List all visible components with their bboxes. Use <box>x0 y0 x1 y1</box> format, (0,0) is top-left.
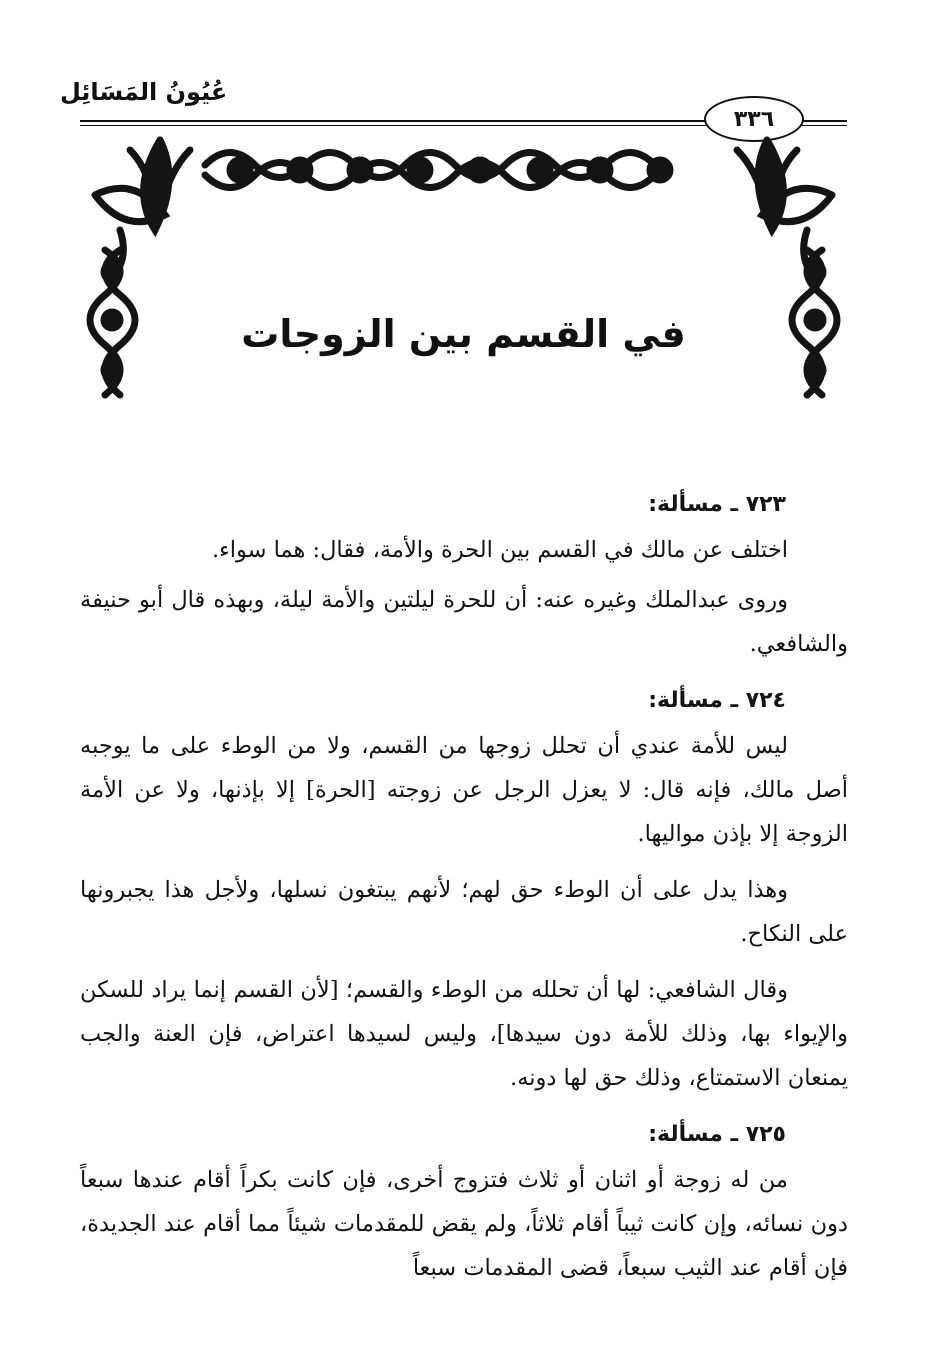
issue-section <box>80 1112 848 1290</box>
issue-section <box>80 482 848 666</box>
paragraph: وهذا يدل على أن الوطء حق لهم؛ لأنهم يبتغون نسلها، ولأجل هذا يجبرونها على النكاح. <box>80 877 848 947</box>
top-scroll-band-icon <box>205 153 670 188</box>
paragraph: ليس للأمة عندي أن تحلل زوجها من القسم، ولا من الوطء على ما يوجبه أصل مالك، فإنه قال: لا يعزل الرجل عن زوجته [الحرة] إلا بإذنها، ولا عن الأمة الزوجة إلا بإذن مواليها. <box>80 733 848 847</box>
issue-heading: ٧٢٤ ـ مسألة: <box>648 688 786 713</box>
paragraph: اختلف عن مالك في القسم بين الحرة والأمة، فقال: هما سواء. <box>212 537 788 563</box>
paragraph: وروى عبدالملك وغيره عنه: أن للحرة ليلتين والأمة ليلة، وبهذه قال أبو حنيفة والشافعي. <box>80 587 848 657</box>
paragraph: من له زوجة أو اثنان أو ثلاث فتزوج أخرى، فإن كانت بكراً أقام عندها سبعاً دون نسائه، وإن كانت ثيباً أقام ثلاثاً، ولم يقض للمقدمات شيئاً مما أقام عند الجديدة، فإن أقام عند الثيب سبعاً، قضى المقدمات سبعاً <box>80 1167 848 1281</box>
issue-heading: ٧٢٥ ـ مسألة: <box>648 1122 786 1147</box>
arabesque-frame-icon <box>0 0 927 420</box>
main-text <box>80 482 848 1302</box>
page-number: ٣٣٦ <box>704 96 804 142</box>
paragraph: وقال الشافعي: لها أن تحلله من الوطء والقسم؛ [لأن القسم إنما يراد للسكن والإيواء بها، وذلك للأمة دون سيدها]، وليس لسيدها اعتراض، فإن العنة والجب يمنعان الاستمتاع، وذلك حق لها دونه. <box>80 977 848 1091</box>
book-title: عُيُونُ المَسَائِل <box>60 78 228 106</box>
issue-heading: ٧٢٣ ـ مسألة: <box>648 492 786 517</box>
chapter-title: في القسم بين الزوجات <box>241 312 686 356</box>
issue-section <box>80 678 848 1100</box>
